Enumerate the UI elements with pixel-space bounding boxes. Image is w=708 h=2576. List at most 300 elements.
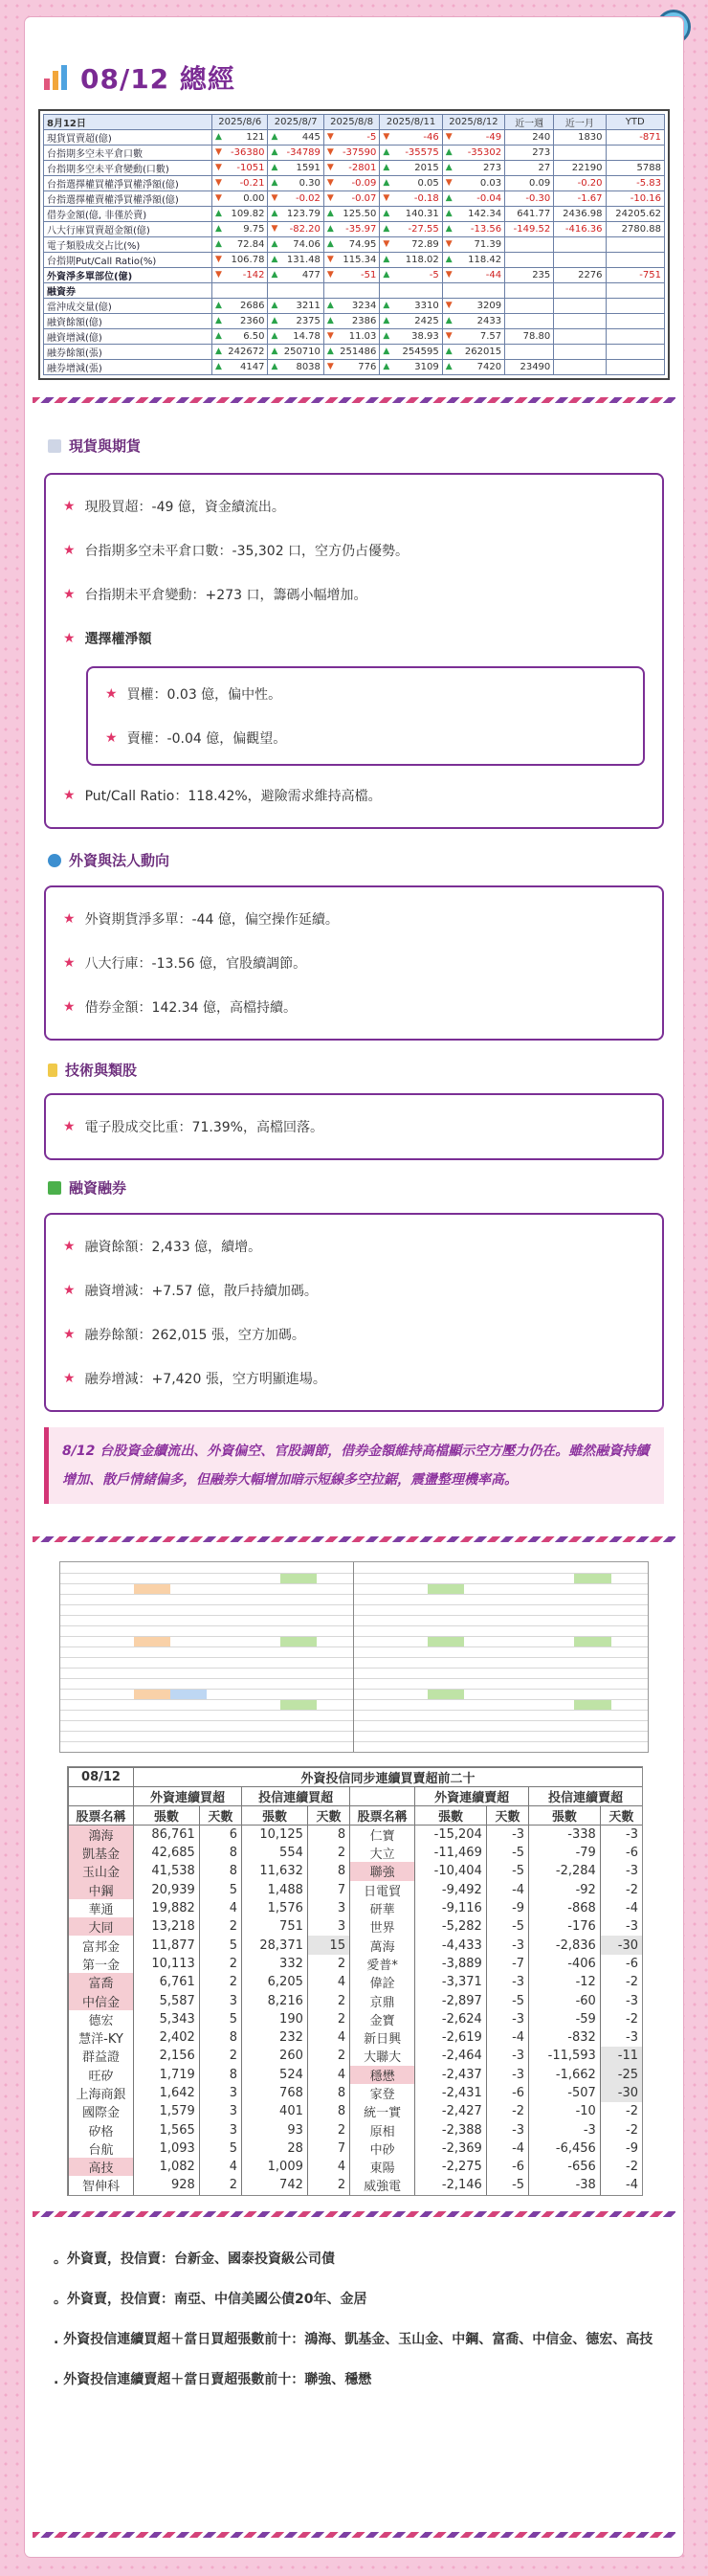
mini-cell <box>134 1615 170 1625</box>
summary-cell: -0.30 <box>505 191 554 207</box>
mini-cell <box>354 1689 390 1699</box>
mini-cell <box>170 1604 207 1615</box>
summary-cell: -0.20 <box>554 176 606 191</box>
mini-cell <box>134 1668 170 1678</box>
mini-row <box>354 1689 648 1699</box>
summary-row-label: 八大行庫買賣超金額(億) <box>44 222 212 237</box>
mini-cell <box>611 1720 648 1731</box>
table-cell: -11,593 <box>529 2047 601 2065</box>
arrow-up-icon: ▲ <box>215 224 222 234</box>
arrow-up-icon: ▲ <box>271 178 278 188</box>
table-cell: 28 <box>242 2139 308 2158</box>
table-cell: 6,205 <box>242 1973 308 1991</box>
table-cell: 5,587 <box>134 1991 200 2009</box>
table-cell: 富喬 <box>69 1973 134 1991</box>
summary-cell: 273 <box>505 146 554 161</box>
summary-cell <box>606 299 664 314</box>
table-cell: 401 <box>242 2102 308 2120</box>
table-cell: 4 <box>307 2028 349 2047</box>
table-cell: -2 <box>600 2158 642 2176</box>
mini-cell <box>501 1720 538 1731</box>
mini-cell <box>464 1678 500 1689</box>
group-trust-buy: 投信連續買超 <box>242 1787 350 1806</box>
mini-cell <box>134 1731 170 1741</box>
mini-row <box>60 1604 353 1615</box>
mini-cell <box>574 1710 610 1720</box>
summary-cell: ▲ 4147 <box>212 360 268 375</box>
mini-cell <box>574 1668 610 1678</box>
mini-cell <box>574 1720 610 1731</box>
mini-cell <box>538 1710 574 1720</box>
table-row <box>69 2010 643 2028</box>
mini-cell <box>501 1657 538 1668</box>
mini-cell <box>354 1720 390 1731</box>
page-card <box>25 17 683 2557</box>
table-cell: 偉詮 <box>350 1973 415 1991</box>
summary-cell: ▼ -2801 <box>323 161 379 176</box>
summary-cell: ▼ 0.03 <box>442 176 504 191</box>
arrow-down-icon: ▼ <box>326 163 334 172</box>
summary-row-label: 融資餘額(億) <box>44 314 212 329</box>
sync-table-image <box>67 1766 643 2196</box>
table-cell: 1,579 <box>134 2102 200 2120</box>
summary-cell: ▼ 106.78 <box>212 253 268 268</box>
mini-cell <box>280 1720 317 1731</box>
mini-cell <box>501 1615 538 1625</box>
summary-row <box>44 207 665 222</box>
notes <box>54 2246 662 2394</box>
mini-cell <box>207 1689 243 1699</box>
table-cell: 金寶 <box>350 2010 415 2028</box>
table-cell: -2,369 <box>415 2139 487 2158</box>
foreign-flow-table <box>60 1562 353 1742</box>
mini-cell <box>428 1646 464 1657</box>
table-cell: -3 <box>486 2120 528 2139</box>
summary-cell <box>505 314 554 329</box>
arrow-up-icon: ▲ <box>215 331 222 341</box>
table-cell: -92 <box>529 1881 601 1899</box>
summary-cell: -1.67 <box>554 191 606 207</box>
mini-row <box>354 1636 648 1646</box>
table-cell: 5 <box>199 2139 241 2158</box>
mini-cell <box>390 1657 427 1668</box>
mini-row <box>354 1678 648 1689</box>
table-cell: 富邦金 <box>69 1936 134 1954</box>
mini-row <box>60 1646 353 1657</box>
table-cell: 19,882 <box>134 1899 200 1917</box>
mini-cell <box>134 1583 170 1594</box>
mini-cell <box>501 1710 538 1720</box>
table-cell: -5 <box>486 1844 528 1862</box>
arrow-down-icon: ▼ <box>271 193 278 203</box>
mini-cell <box>280 1562 317 1573</box>
table-cell: -4 <box>486 2028 528 2047</box>
mini-cell <box>280 1657 317 1668</box>
mini-cell <box>501 1646 538 1657</box>
mini-cell <box>134 1657 170 1668</box>
summary-row <box>44 299 665 314</box>
mini-cell <box>611 1625 648 1636</box>
summary-cell: ▲ 142.34 <box>442 207 504 222</box>
table-cell: -3 <box>486 2010 528 2028</box>
mini-cell <box>464 1720 500 1731</box>
summary-cell: ▼ -82.20 <box>268 222 323 237</box>
table-cell: 穩懋 <box>350 2066 415 2084</box>
mini-cell <box>611 1646 648 1657</box>
mini-cell <box>354 1625 390 1636</box>
mini-cell <box>280 1594 317 1604</box>
col-name: 股票名稱 <box>350 1806 415 1826</box>
summary-cell: ▼ -44 <box>442 268 504 283</box>
arrow-up-icon: ▲ <box>445 255 453 264</box>
table-cell: 鴻海 <box>69 1826 134 1845</box>
mini-cell <box>390 1720 427 1731</box>
table-cell: 4 <box>199 1899 241 1917</box>
arrow-up-icon: ▲ <box>326 209 334 218</box>
mini-cell <box>538 1636 574 1646</box>
table-cell: -2 <box>600 2010 642 2028</box>
summary-row <box>44 314 665 329</box>
summary-cell <box>554 360 606 375</box>
table-cell: 1,719 <box>134 2066 200 2084</box>
summary-cell: ▲ 3109 <box>380 360 442 375</box>
mini-cell <box>243 1731 279 1741</box>
summary-cell <box>554 314 606 329</box>
table-cell: 2 <box>307 1955 349 1973</box>
table-row <box>69 1881 643 1899</box>
summary-cell: ▲ 3211 <box>268 299 323 314</box>
arrow-up-icon: ▲ <box>215 132 222 142</box>
table-cell: 7 <box>307 1881 349 1899</box>
mini-cell <box>538 1583 574 1594</box>
summary-cell: ▲ 242672 <box>212 345 268 360</box>
summary-cell: ▲ 445 <box>268 130 323 146</box>
table-cell: -656 <box>529 2158 601 2176</box>
mini-cell <box>611 1710 648 1720</box>
arrow-up-icon: ▲ <box>215 209 222 218</box>
table-cell: 2 <box>307 2120 349 2139</box>
mini-cell <box>390 1583 427 1594</box>
summary-header-cell: 2025/8/8 <box>323 115 379 130</box>
mini-cell <box>60 1562 97 1573</box>
mini-cell <box>170 1731 207 1741</box>
mini-row <box>354 1562 648 1573</box>
mini-cell <box>280 1583 317 1594</box>
summary-cell: ▲ 74.95 <box>323 237 379 253</box>
arrow-up-icon: ▲ <box>445 347 453 356</box>
summary-cell: -10.16 <box>606 191 664 207</box>
summary-cell: ▼ -0.07 <box>323 191 379 207</box>
mini-cell <box>390 1678 427 1689</box>
group-trust-sell: 投信連續賣超 <box>529 1787 642 1806</box>
mini-cell <box>317 1710 353 1720</box>
summary-cell: ▲ 140.31 <box>380 207 442 222</box>
mini-cell <box>501 1625 538 1636</box>
table-cell: 1,082 <box>134 2158 200 2176</box>
mini-cell <box>317 1699 353 1710</box>
table-cell: 751 <box>242 1917 308 1936</box>
mini-cell <box>428 1615 464 1625</box>
summary-cell: ▲ 8038 <box>268 360 323 375</box>
mini-cell <box>354 1678 390 1689</box>
mini-cell <box>317 1657 353 1668</box>
mini-cell <box>317 1573 353 1583</box>
summary-cell: ▲ 9.75 <box>212 222 268 237</box>
table-cell: 日電貿 <box>350 1881 415 1899</box>
table-cell: -3 <box>486 2047 528 2065</box>
mini-cell <box>134 1573 170 1583</box>
mini-cell <box>464 1699 500 1710</box>
summary-cell: ▲ 6.50 <box>212 329 268 345</box>
summary-row-label: 台指選擇權買權淨買權淨額(億) <box>44 176 212 191</box>
mini-cell <box>538 1615 574 1625</box>
summary-cell <box>606 253 664 268</box>
table-cell: 高技 <box>69 2158 134 2176</box>
summary-row-label: 融資券 <box>44 283 212 299</box>
sync-date: 08/12 <box>69 1768 134 1787</box>
summary-cell <box>606 329 664 345</box>
mini-row <box>60 1657 353 1668</box>
arrow-up-icon: ▲ <box>383 224 390 234</box>
mini-cell <box>354 1699 390 1710</box>
summary-cell <box>606 314 664 329</box>
summary-row <box>44 237 665 253</box>
table-cell: -6 <box>600 1844 642 1862</box>
table-cell: 1,093 <box>134 2139 200 2158</box>
mini-cell <box>60 1625 97 1636</box>
summary-cell: 78.80 <box>505 329 554 345</box>
mini-cell <box>170 1583 207 1594</box>
table-cell: -2 <box>600 2102 642 2120</box>
table-cell: -3 <box>600 1991 642 2009</box>
summary-cell: -5.83 <box>606 176 664 191</box>
divider <box>33 1536 675 1542</box>
summary-cell: 2276 <box>554 268 606 283</box>
summary-cell: ▲ -0.04 <box>442 191 504 207</box>
table-cell: 4 <box>199 2158 241 2176</box>
summary-cell: ▲ 254595 <box>380 345 442 360</box>
mini-cell <box>207 1710 243 1720</box>
table-cell: 東陽 <box>350 2158 415 2176</box>
table-cell: -5 <box>486 1862 528 1880</box>
table-cell: -2 <box>600 1881 642 1899</box>
mini-cell <box>97 1731 133 1741</box>
summary-cell: ▲ 7420 <box>442 360 504 375</box>
summary-row-label: 台指期Put/Call Ratio(%) <box>44 253 212 268</box>
arrow-down-icon: ▼ <box>215 178 222 188</box>
table-cell: 7 <box>307 2139 349 2158</box>
table-cell: 5 <box>199 1936 241 1954</box>
table-cell: 524 <box>242 2066 308 2084</box>
mini-cell <box>280 1731 317 1741</box>
mini-cell <box>97 1583 133 1594</box>
mini-cell <box>390 1615 427 1625</box>
summary-cell: ▲ 2433 <box>442 314 504 329</box>
mini-row <box>60 1710 353 1720</box>
table-cell: 中信金 <box>69 1991 134 2009</box>
table-cell: -60 <box>529 1991 601 2009</box>
mini-cell <box>170 1646 207 1657</box>
mini-cell <box>170 1668 207 1678</box>
mini-cell <box>207 1668 243 1678</box>
mini-cell <box>97 1573 133 1583</box>
arrow-up-icon: ▲ <box>383 270 390 280</box>
table-row <box>69 2176 643 2194</box>
mini-row <box>60 1583 353 1594</box>
mini-cell <box>170 1657 207 1668</box>
mini-cell <box>134 1689 170 1699</box>
mini-cell <box>280 1636 317 1646</box>
table-cell: 86,761 <box>134 1826 200 1845</box>
summary-cell <box>212 283 268 299</box>
arrow-down-icon: ▼ <box>445 270 453 280</box>
mini-cell <box>170 1720 207 1731</box>
star-icon: ★ <box>63 543 76 558</box>
mini-cell <box>280 1615 317 1625</box>
mini-cell <box>243 1689 279 1699</box>
mini-row <box>60 1625 353 1636</box>
mini-cell <box>464 1646 500 1657</box>
summary-cell: ▲ 2686 <box>212 299 268 314</box>
table-cell: 家登 <box>350 2084 415 2102</box>
arrow-up-icon: ▲ <box>215 301 222 310</box>
star-icon: ★ <box>63 587 76 602</box>
arrow-down-icon: ▼ <box>445 331 453 341</box>
mini-row <box>354 1594 648 1604</box>
mini-cell <box>134 1720 170 1731</box>
summary-row-label: 融券餘額(張) <box>44 345 212 360</box>
list-item: ★ 借券金額：142.34 億，高檔持續。 <box>63 999 297 1016</box>
arrow-up-icon: ▲ <box>271 209 278 218</box>
table-cell: -6,456 <box>529 2139 601 2158</box>
table-row <box>69 2028 643 2047</box>
mini-cell <box>170 1615 207 1625</box>
mini-cell <box>390 1625 427 1636</box>
mini-cell <box>243 1699 279 1710</box>
mini-cell <box>574 1615 610 1625</box>
table-cell: -2,619 <box>415 2028 487 2047</box>
table-cell: 大立 <box>350 1844 415 1862</box>
mini-cell <box>428 1604 464 1615</box>
mini-row <box>60 1689 353 1699</box>
mini-cell <box>390 1604 427 1615</box>
mini-cell <box>97 1594 133 1604</box>
summary-header-cell: 2025/8/7 <box>268 115 323 130</box>
list-item: ★ 融資餘額：2,433 億，續增。 <box>63 1239 262 1255</box>
summary-cell: ▲ 250710 <box>268 345 323 360</box>
table-cell: 10,125 <box>242 1826 308 1845</box>
divider <box>33 2211 675 2217</box>
table-cell: -2,388 <box>415 2120 487 2139</box>
summary-cell: 24205.62 <box>606 207 664 222</box>
summary-cell <box>606 360 664 375</box>
table-cell: 6,761 <box>134 1973 200 1991</box>
mini-cell <box>280 1689 317 1699</box>
mini-cell <box>97 1657 133 1668</box>
mini-cell <box>243 1594 279 1604</box>
mini-row <box>354 1625 648 1636</box>
table-cell: 1,488 <box>242 1881 308 1899</box>
table-cell: -2,836 <box>529 1936 601 1954</box>
summary-cell: 27 <box>505 161 554 176</box>
summary-row-label: 電子類股成交占比(%) <box>44 237 212 253</box>
table-cell: 2 <box>199 1955 241 1973</box>
table-cell: 768 <box>242 2084 308 2102</box>
mini-cell <box>280 1668 317 1678</box>
mini-cell <box>60 1720 97 1731</box>
mini-cell <box>60 1731 97 1741</box>
table-row <box>69 1936 643 1954</box>
list-item: ★ 外資期貨淨多單：-44 億，偏空操作延續。 <box>63 911 339 928</box>
summary-cell: ▲ 74.06 <box>268 237 323 253</box>
mini-cell <box>354 1657 390 1668</box>
arrow-up-icon: ▲ <box>383 209 390 218</box>
mini-cell <box>134 1699 170 1710</box>
summary-cell: ▲ 2386 <box>323 314 379 329</box>
table-cell: 13,218 <box>134 1917 200 1936</box>
mini-cell <box>243 1615 279 1625</box>
table-cell: 1,009 <box>242 2158 308 2176</box>
foreign-box <box>44 885 664 1041</box>
summary-row <box>44 191 665 207</box>
table-cell: -30 <box>600 1936 642 1954</box>
summary-table-image <box>38 109 670 380</box>
table-cell: 3 <box>199 2120 241 2139</box>
summary-cell: ▼ -142 <box>212 268 268 283</box>
mini-cell <box>464 1710 500 1720</box>
summary-cell: ▲ 131.48 <box>268 253 323 268</box>
table-cell: -406 <box>529 1955 601 1973</box>
summary-row <box>44 222 665 237</box>
summary-cell: ▼ -5 <box>323 130 379 146</box>
mini-cell <box>243 1710 279 1720</box>
table-cell: -2,897 <box>415 1991 487 2009</box>
summary-row-label: 台指選擇權賣權淨買權淨額(億) <box>44 191 212 207</box>
star-icon: ★ <box>63 955 76 971</box>
summary-table <box>43 114 665 375</box>
mini-row <box>354 1604 648 1615</box>
futures-box <box>44 473 664 829</box>
table-row <box>69 2084 643 2102</box>
table-cell: 4 <box>307 1973 349 1991</box>
summary-row-label: 台指期多空未平倉口數 <box>44 146 212 161</box>
mini-cell <box>611 1583 648 1594</box>
mini-cell <box>60 1657 97 1668</box>
mini-cell <box>611 1657 648 1668</box>
mini-cell <box>134 1636 170 1646</box>
arrow-up-icon: ▲ <box>383 347 390 356</box>
section-title-tech: 技術與類股 <box>48 1060 683 1080</box>
mini-cell <box>207 1615 243 1625</box>
mini-cell <box>60 1594 97 1604</box>
mini-cell <box>97 1615 133 1625</box>
mini-cell <box>464 1594 500 1604</box>
table-cell: 1,642 <box>134 2084 200 2102</box>
summary-cell: ▲ 262015 <box>442 345 504 360</box>
mini-row <box>60 1562 353 1573</box>
star-icon: ★ <box>63 999 76 1015</box>
summary-cell: ▲ -5 <box>380 268 442 283</box>
summary-cell: ▲ -35575 <box>380 146 442 161</box>
broker-flow-image <box>59 1561 649 1753</box>
summary-cell: ▼ -37590 <box>323 146 379 161</box>
table-cell: -6 <box>486 2158 528 2176</box>
mini-cell <box>170 1562 207 1573</box>
table-cell: 11,877 <box>134 1936 200 1954</box>
mini-cell <box>317 1636 353 1646</box>
mini-cell <box>97 1636 133 1646</box>
table-cell: -3 <box>529 2120 601 2139</box>
